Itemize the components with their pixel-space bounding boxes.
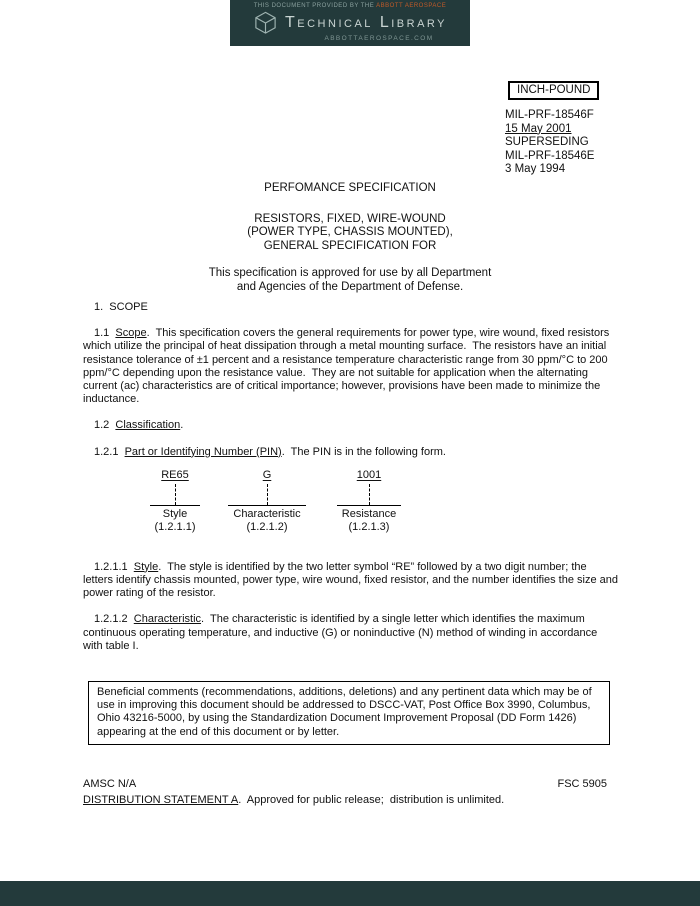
paragraph-1-2-1-2 xyxy=(83,613,619,653)
pin-label-characteristic-ref: (1.2.1.2) xyxy=(246,521,288,534)
para-1-1-title: Scope xyxy=(115,327,147,340)
distribution-statement xyxy=(83,794,607,807)
subject-line-2: (POWER TYPE, CHASSIS MOUNTED), xyxy=(247,226,453,238)
paragraph-1-1 xyxy=(83,327,619,406)
pin-label-style-name: Style xyxy=(162,508,188,521)
pin-label-resistance-ref: (1.2.1.3) xyxy=(348,521,390,534)
spec-number: MIL-PRF-18546F xyxy=(505,109,594,121)
para-1-2-1-2-title: Characteristic xyxy=(133,613,202,626)
pin-code-characteristic: G xyxy=(262,468,272,481)
distribution-statement-title: DISTRIBUTION STATEMENT A xyxy=(83,794,239,807)
pin-code-style: RE65 xyxy=(161,468,189,481)
para-1-2-1-2-number: 1.2.1.2 xyxy=(94,613,134,626)
pin-column-resistance xyxy=(309,469,429,534)
para-1-2-1-1-number: 1.2.1.1 xyxy=(94,560,134,573)
para-1-1-number: 1.1 xyxy=(94,327,116,340)
document-body xyxy=(83,301,622,745)
approval-line-1: This specification is approved for use by all Department xyxy=(208,267,492,279)
para-1-2-1-title: Part or Identifying Number (PIN) xyxy=(124,445,282,458)
spec-date: 15 May 2001 xyxy=(505,122,572,135)
superseded-spec-date: 3 May 1994 xyxy=(505,163,566,175)
para-1-2-1-1-body: . The style is identified by the two letter symbol “RE” followed by a two digit number; the letters identify chassis mounted, power type, wire wound, fixed resistor, and the number identifies the size and power rating of the resistor. xyxy=(83,560,622,600)
banner-title: Technical Library xyxy=(285,13,447,31)
banner-provided-line xyxy=(234,3,466,9)
banner-title-row xyxy=(234,10,466,35)
abbott-aerospace-banner xyxy=(230,0,470,46)
spec-id-block xyxy=(505,109,594,177)
banner-provided-prefix: THIS DOCUMENT PROVIDED BY THE xyxy=(253,3,377,9)
para-1-1-body: . This specification covers the general requirements for power type, wire wound, fixed resistors which utilize the principal of heat dissipation through a metal mounting surface. The resistors have an initial resistance tolerance of ±1 percent and a resistance temperature characteristic range from 30 ppm/°C to 200 ppm/°C depending upon the resistance value. They are not suitable for application when the alternating current (ac) characteristics are of critical importance; however, provisions have been made to minimize the inductance. xyxy=(83,327,613,406)
cube-logo-icon xyxy=(253,10,278,35)
para-1-2-1-1-title: Style xyxy=(133,560,159,573)
inch-pound-badge: INCH-POUND xyxy=(508,81,599,100)
pin-label-style-ref: (1.2.1.1) xyxy=(154,521,196,534)
para-1-2-number: 1.2 xyxy=(94,419,116,432)
pin-label-characteristic xyxy=(228,505,305,534)
footer-codes-row xyxy=(83,778,607,791)
paragraph-1-2-1 xyxy=(83,446,619,459)
para-1-2-title: Classification xyxy=(115,419,181,432)
beneficial-comments-box: Beneficial comments (recommendations, additions, deletions) and any pertinent data which may be of use in improving this document should be addressed to DSCC-VAT, Post Office Box 3990, Columbus, Ohio 43216-5000, by using the Standardization Document Improvement Proposal (DD Form 1426) appearing at the end of this document or by letter. xyxy=(88,681,610,745)
para-1-2-1-body: . The PIN is in the following form. xyxy=(281,445,446,458)
spec-subject xyxy=(0,213,700,254)
distribution-statement-body: . Approved for public release; distribution is unlimited. xyxy=(238,794,505,807)
connector-dashed-line xyxy=(369,484,370,505)
paragraph-1-2-1-1 xyxy=(83,560,622,601)
para-1-2-1-2-body: . The characteristic is identified by a single letter which identifies the maximum continuous operating temperature, and inductive (G) or noninductive (N) method of winding in accordance with table I. xyxy=(83,613,601,652)
document-footer xyxy=(83,778,607,807)
subject-line-1: RESISTORS, FIXED, WIRE-WOUND xyxy=(254,212,446,225)
approval-line-2: and Agencies of the Department of Defense. xyxy=(236,280,464,293)
connector-dashed-line xyxy=(267,484,268,505)
amsc-number: AMSC N/A xyxy=(83,778,137,790)
superseded-spec-number: MIL-PRF-18546E xyxy=(505,149,595,162)
pin-label-resistance-name: Resistance xyxy=(341,508,397,521)
paragraph-1-2 xyxy=(83,419,619,432)
banner-website: ABBOTTAEROSPACE.COM xyxy=(324,35,434,42)
banner-brand-name: ABBOTT AEROSPACE xyxy=(376,3,447,9)
para-1-2-body: . xyxy=(180,419,184,432)
pin-label-characteristic-name: Characteristic xyxy=(233,508,301,521)
para-1-2-1-number: 1.2.1 xyxy=(94,445,125,458)
pin-structure-diagram xyxy=(83,469,619,545)
pin-label-resistance xyxy=(337,505,401,534)
bottom-banner-bar xyxy=(0,881,700,906)
connector-dashed-line xyxy=(175,484,176,505)
scope-section-heading: 1. SCOPE xyxy=(94,301,148,313)
fsc-number: FSC 5905 xyxy=(557,778,607,790)
pin-label-style xyxy=(150,505,201,534)
pin-code-resistance: 1001 xyxy=(356,468,382,481)
spec-type-heading: PERFOMANCE SPECIFICATION xyxy=(264,182,436,194)
approval-statement xyxy=(0,267,700,294)
title-block xyxy=(0,182,700,294)
superseding-label: SUPERSEDING xyxy=(505,136,589,148)
subject-line-3: GENERAL SPECIFICATION FOR xyxy=(263,239,437,252)
